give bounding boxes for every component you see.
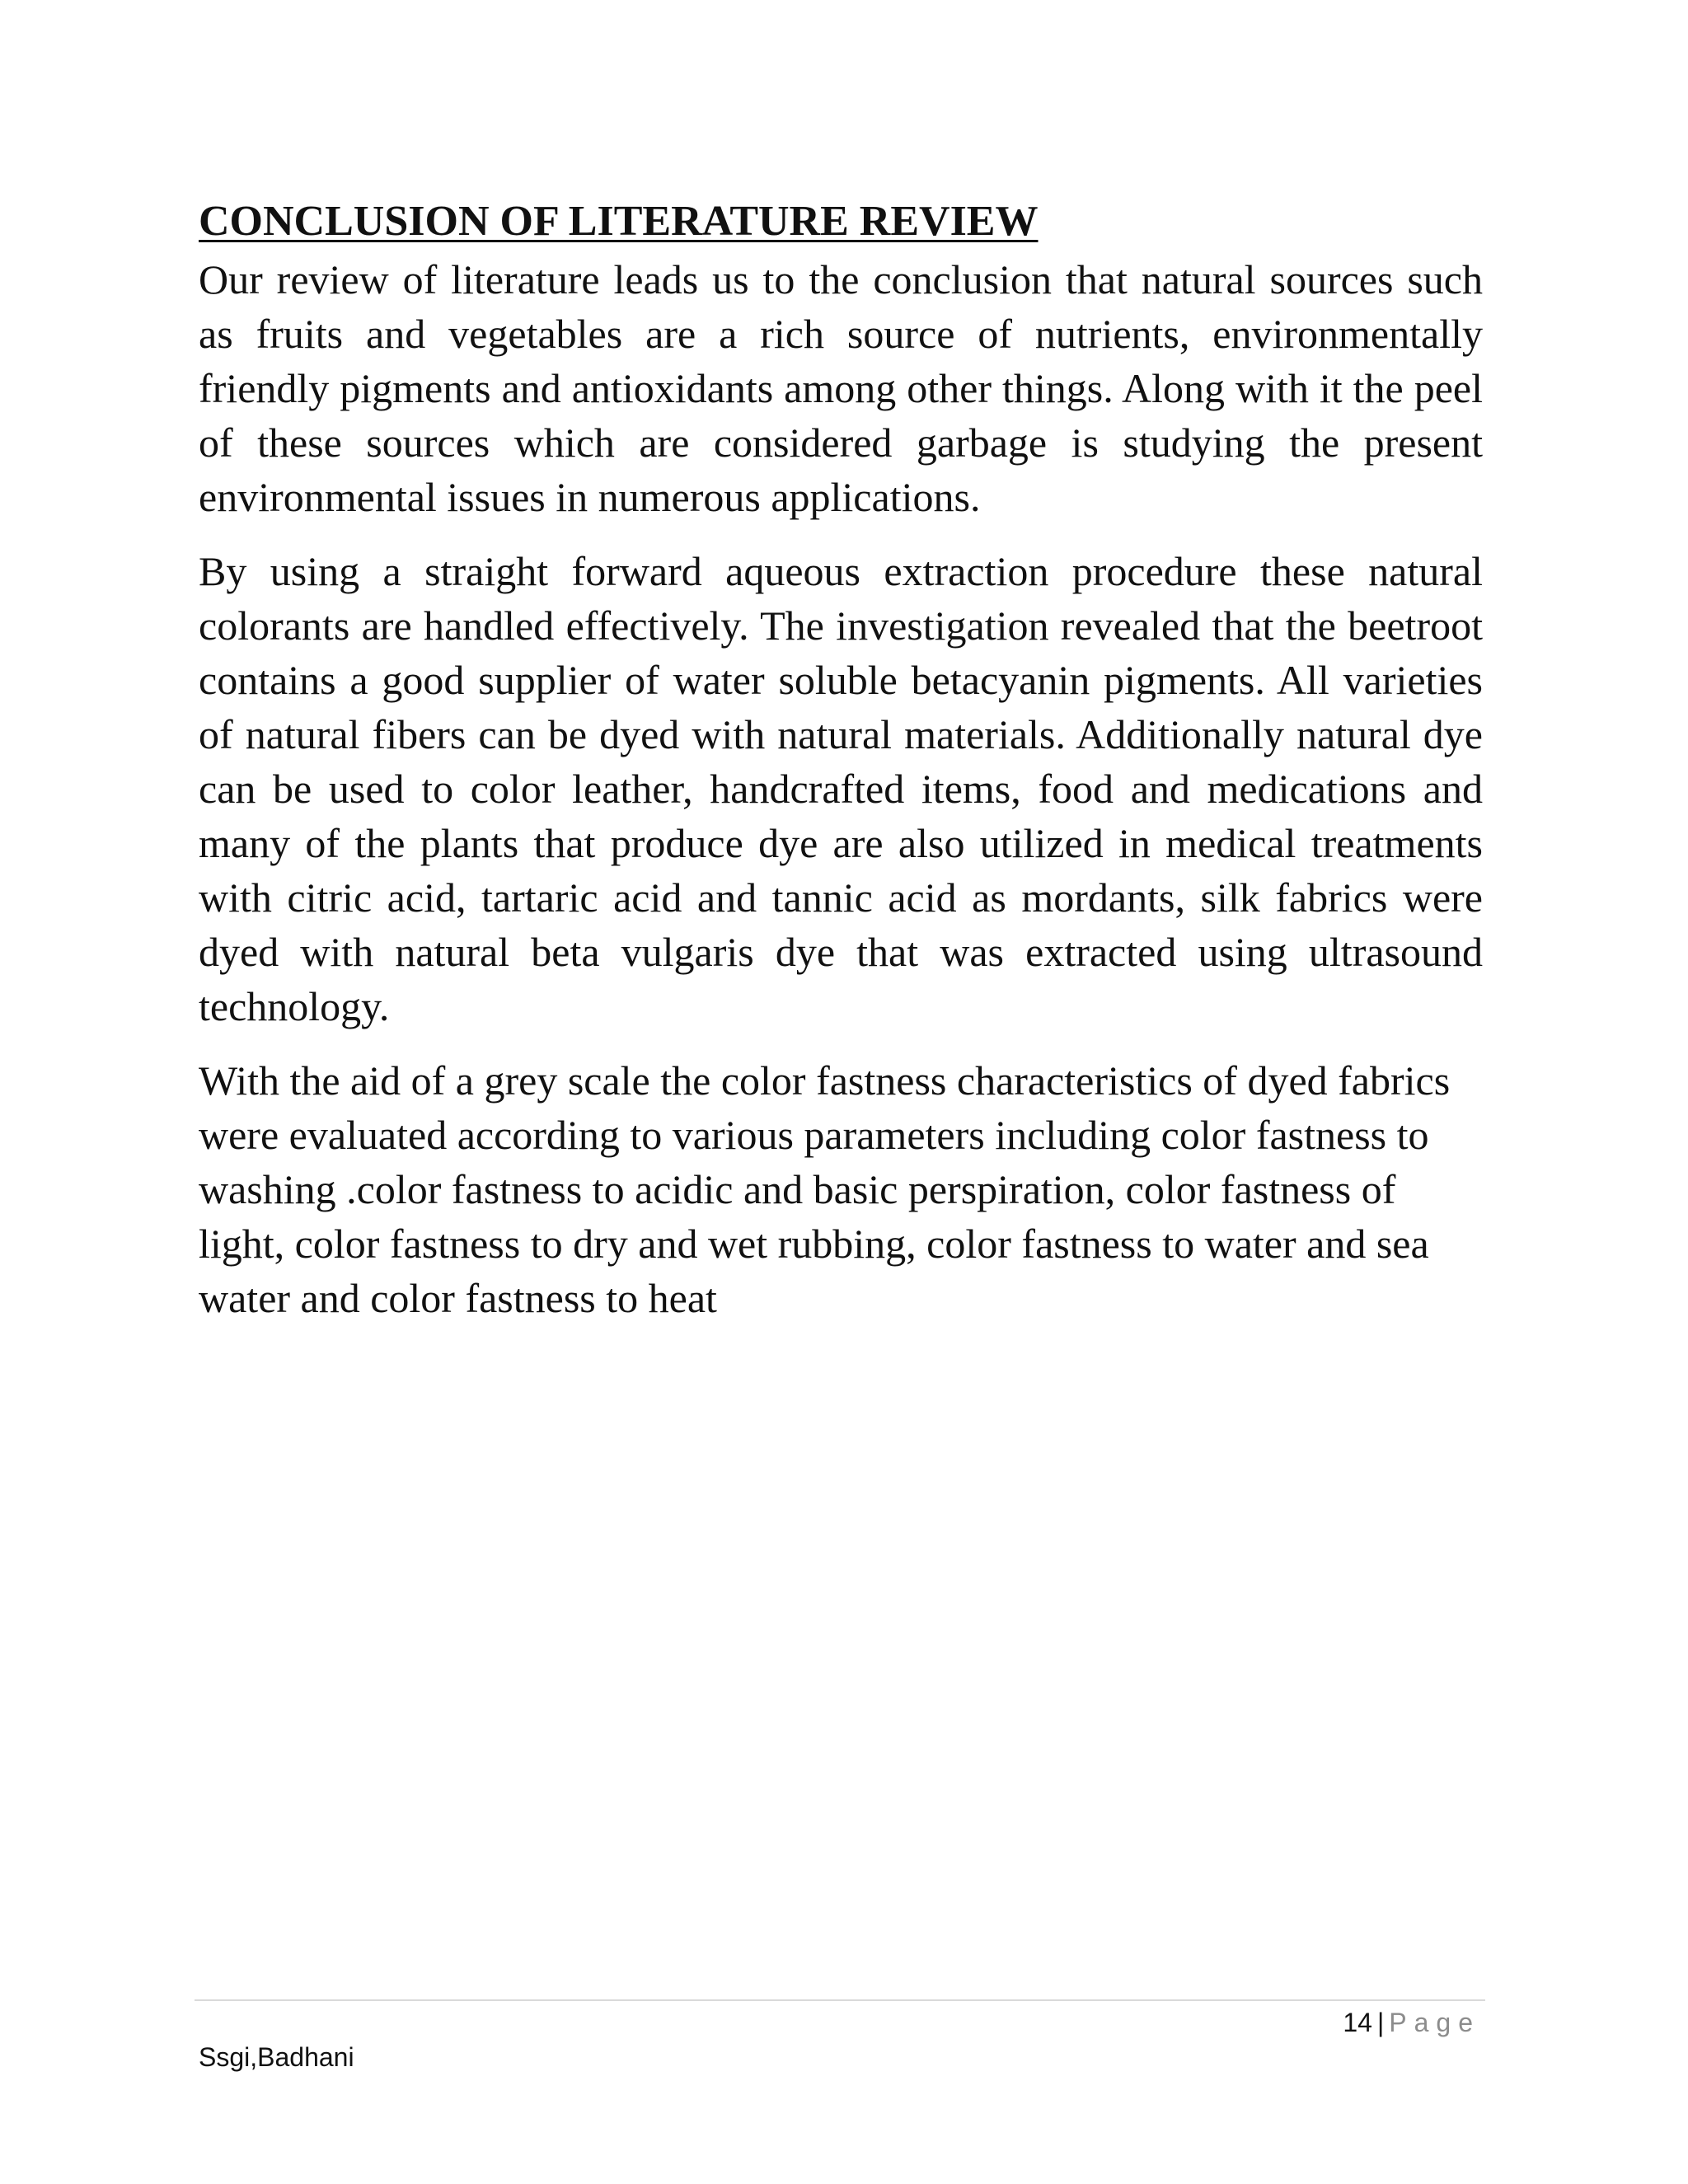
page-number: 14 bbox=[1343, 2008, 1372, 2037]
section-heading: CONCLUSION OF LITERATURE REVIEW bbox=[199, 198, 1039, 245]
page-label: Page bbox=[1389, 2008, 1480, 2037]
paragraph-1: Our review of literature leads us to the conclusion that natural sources such as fruits and vegetables are a rich source of nutrients, environmentally friendly pigments and antioxidants among other things. Along with it the peel of these sources which are considered garbage is studying the present environmental issues in numerous applications. bbox=[199, 256, 1483, 520]
paragraph-2: By using a straight forward aqueous extraction procedure these natural colorants are handled effectively. The investigation revealed that the beetroot contains a good supplier of water soluble betacyanin pigments. All varieties of natural fibers can be dyed with natural materials. Additionally natural dye can be used to color leather, handcrafted items, food and medications and many of the plants that produce dye are also utilized in medical treatments with citric acid, tartaric acid and tannic acid as mordants, silk fabrics were dyed with natural beta vulgaris dye that was extracted using ultrasound technology. bbox=[199, 548, 1483, 1029]
page-separator: | bbox=[1376, 2008, 1385, 2037]
page-content bbox=[199, 194, 1483, 1345]
footer-institution: Ssgi,Badhani bbox=[199, 2042, 354, 2072]
paragraph-3: With the aid of a grey scale the color fastness characteristics of dyed fabrics were evaluated according to various parameters including color fastness to washing .color fastness to acidic and basic perspiration, color fastness of light, color fastness to dry and wet rubbing, color fastness to water and sea water and color fastness to heat bbox=[199, 1057, 1451, 1321]
footer-divider bbox=[195, 1999, 1485, 2001]
page-number-footer bbox=[1343, 2006, 1480, 2039]
